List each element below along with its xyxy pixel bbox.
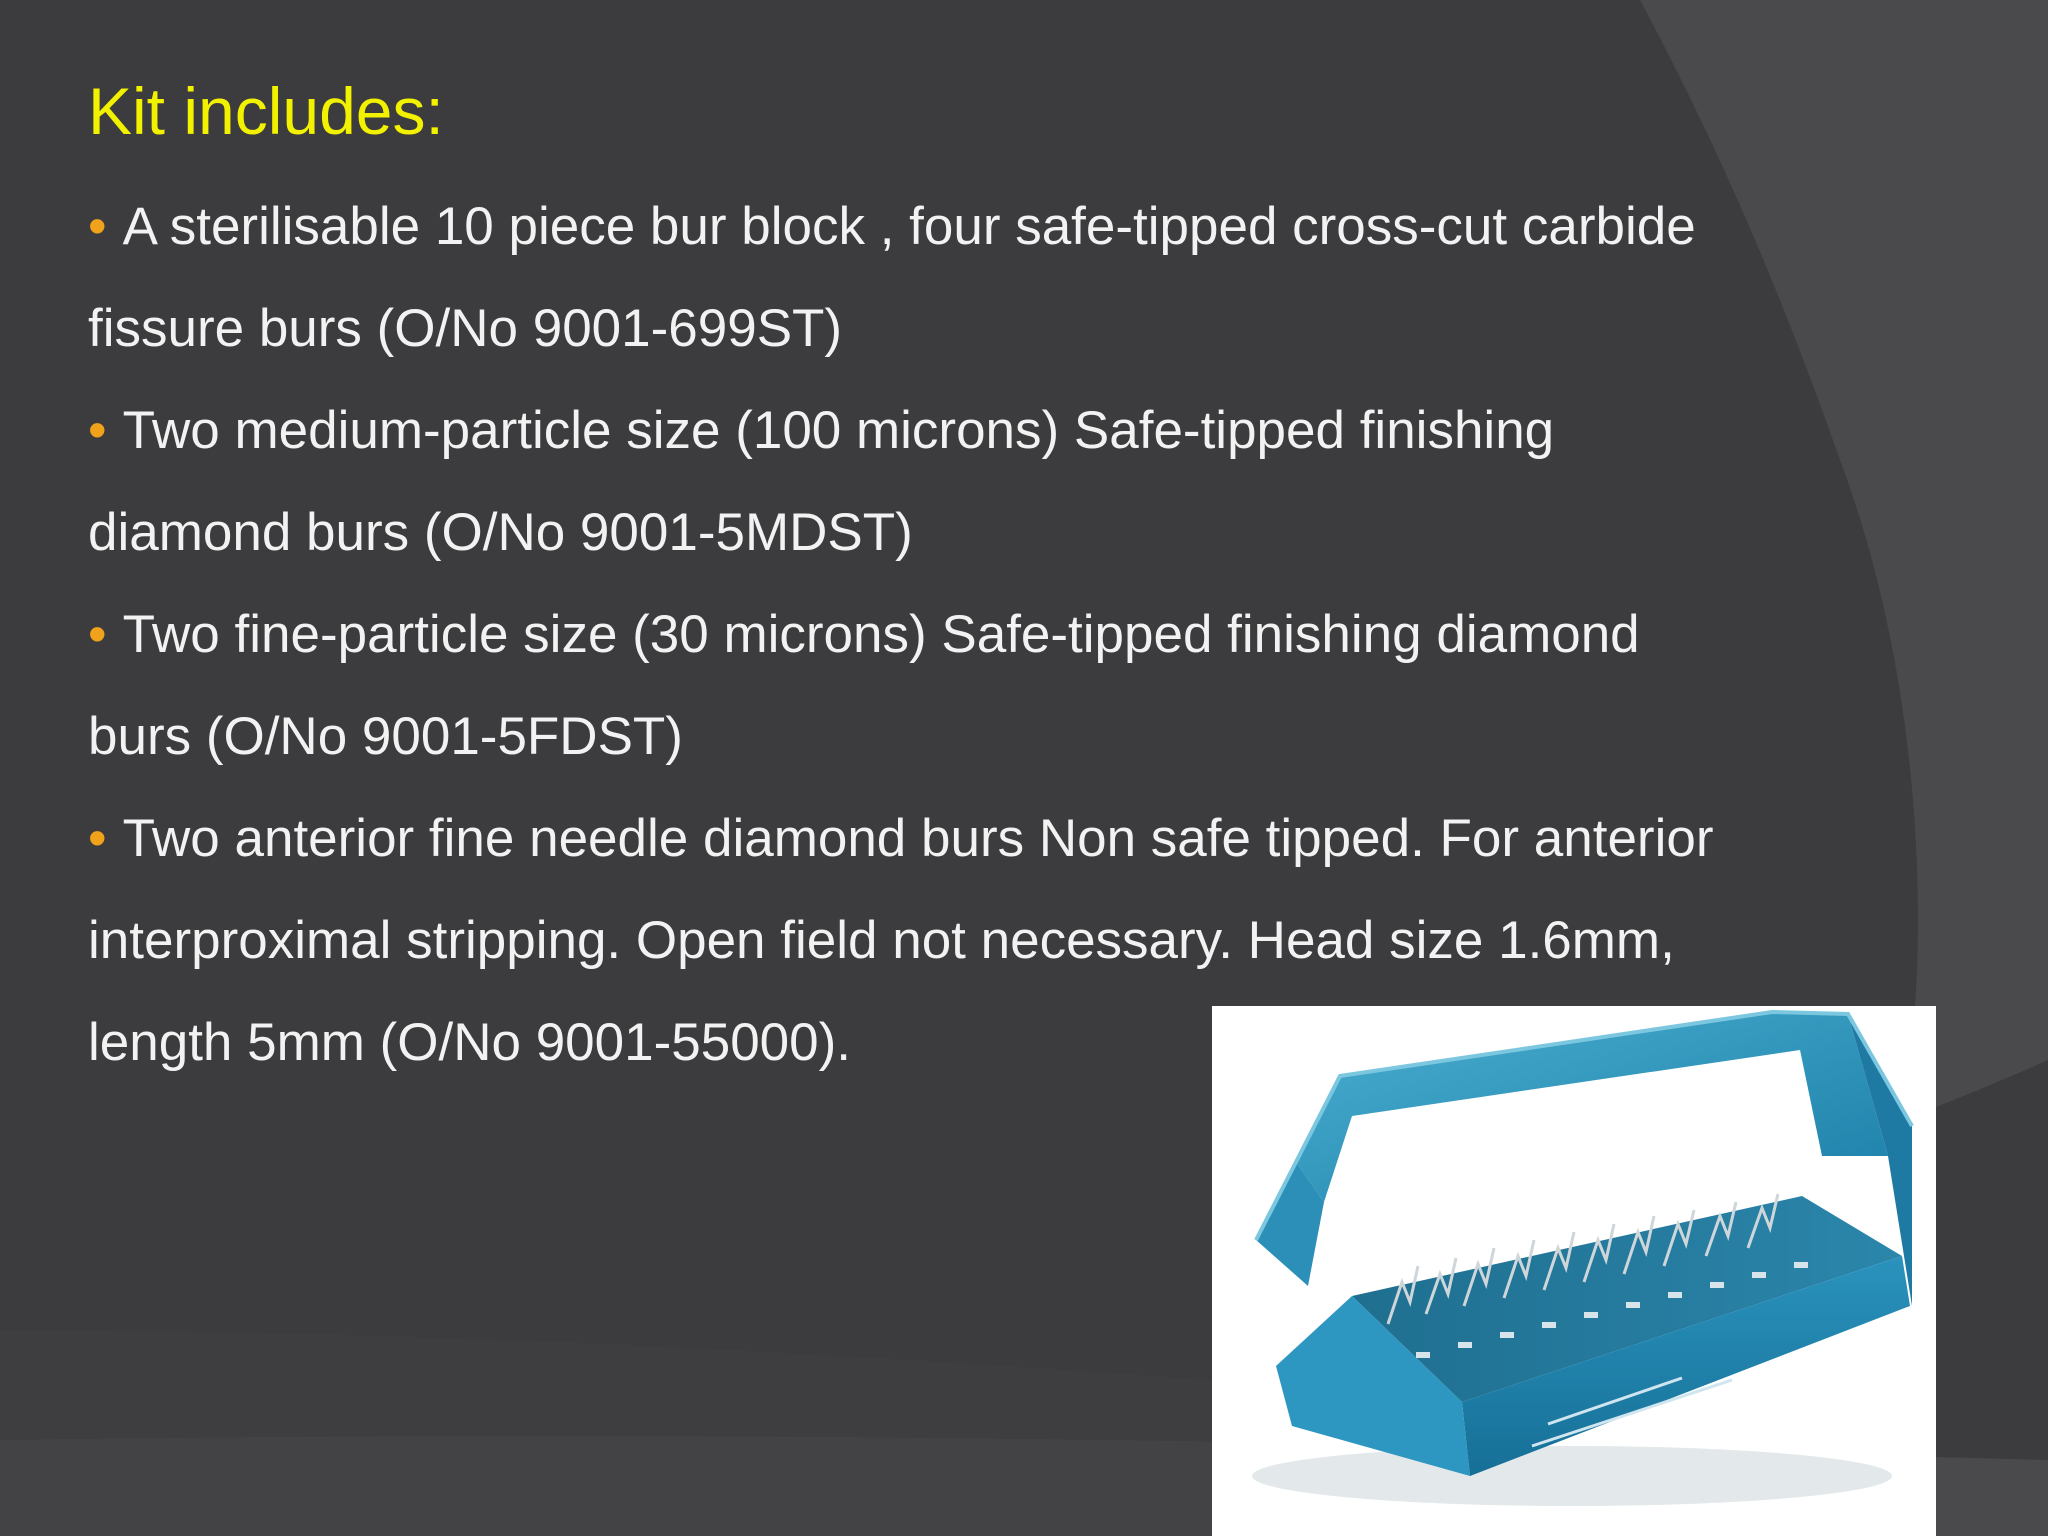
bur-block-illustration bbox=[1212, 1006, 1936, 1536]
bullet-text: Two fine-particle size (30 microns) Safe-tipped finishing diamond burs (O/No 9001-5FDST) bbox=[88, 605, 1640, 766]
bullet-text: Two medium-particle size (100 microns) Safe-tipped finishing diamond burs (O/No 9001-5MDST) bbox=[88, 401, 1555, 562]
bullet-text: A sterilisable 10 piece bur block , four safe-tipped cross-cut carbide fissure burs (O/No 9001-699ST) bbox=[88, 197, 1696, 358]
slide-title: Kit includes: bbox=[88, 74, 444, 148]
bullet-list bbox=[88, 176, 1888, 1094]
bullet-marker: • bbox=[88, 197, 107, 256]
bullet-marker: • bbox=[88, 605, 107, 664]
bullet-marker: • bbox=[88, 809, 107, 868]
bullet-item bbox=[88, 584, 1888, 788]
bullet-marker: • bbox=[88, 401, 107, 460]
bullet-text: Two anterior fine needle diamond burs Non safe tipped. For anterior interproximal stripping. Open field not necessary. Head size 1.6mm, length 5mm (O/No 9001-55000). bbox=[88, 809, 1714, 1072]
bullet-item bbox=[88, 380, 1888, 584]
bur-block-photo bbox=[1212, 1006, 1936, 1536]
bullet-item bbox=[88, 176, 1888, 380]
